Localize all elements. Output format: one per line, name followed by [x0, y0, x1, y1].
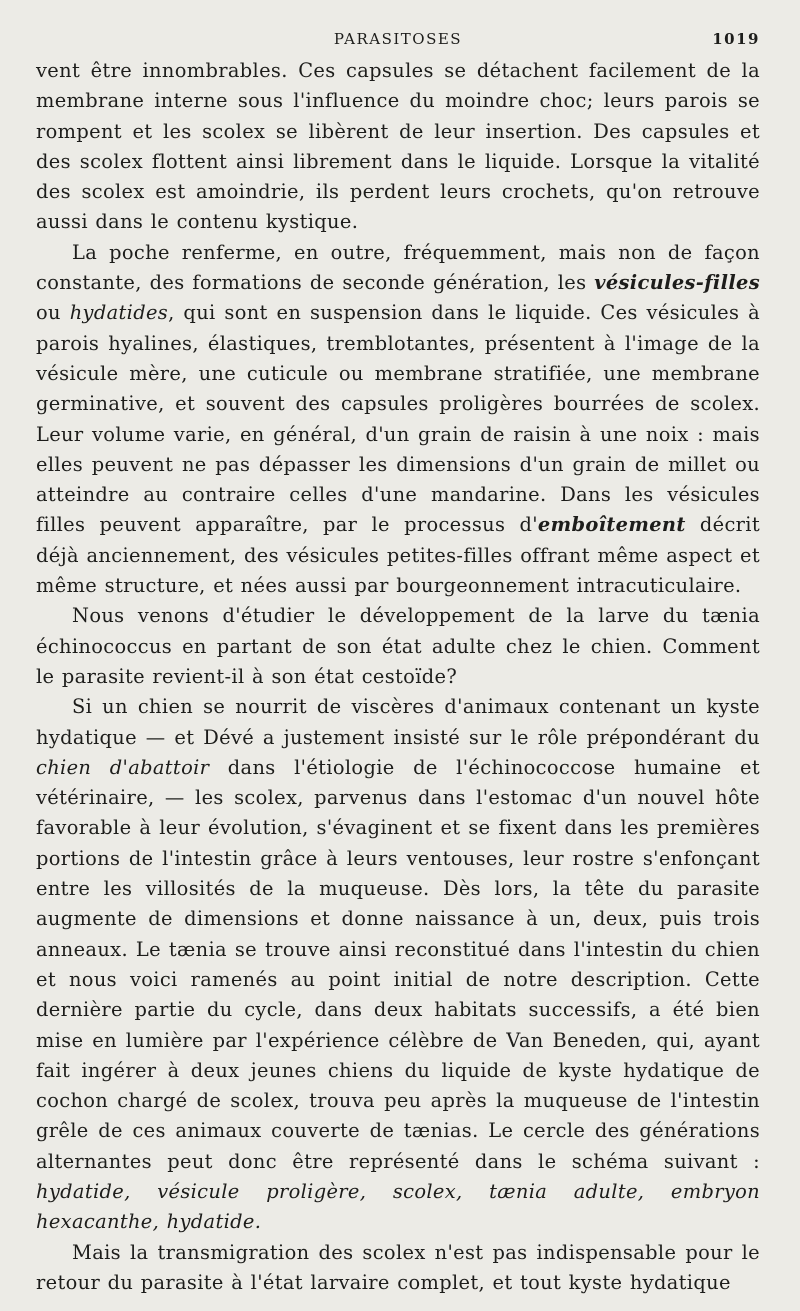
text-run: dans l'étiologie de l'échinococcose humaine et vétérinaire, — les scolex, parvenus dans l'estomac d'un nouvel hôte favorable à leur évolution, s'évaginent et se fixent dans les premières portions de l'intestin grâce à leurs ventouses, leur rostre s'enfonçant entre les villosités de la muqueuse. Dès lors, la tête du parasite augmente de dimensions et donne naissance à un, deux, puis trois anneaux. Le tænia se trouve ainsi reconstitué dans l'intestin du chien et nous voici ramenés au point initial de notre description. Cette dernière partie du cycle, dans deux habitats successifs, a été bien mise en lumière par l'expérience célèbre de Van Beneden, qui, ayant fait ingérer à deux jeunes chiens du liquide de kyste hydatique de cochon chargé de scolex, trouva peu après la muqueuse de l'intestin grêle de ces animaux couverte de tænias. Le cercle des générations alternantes peut donc être représenté dans le schéma suivant :: [36, 755, 760, 1173]
text-run: vent être innombrables. Ces capsules se détachent facilement de la membrane interne sous l'influence du moindre choc; leurs parois se rompent et les scolex se libèrent de leur insertion. Des capsules et des scolex flottent ainsi librement dans le liquide. Lorsque la vitalité des scolex est amoindrie, ils perdent leurs crochets, qu'on retrouve aussi dans le contenu kystique.: [36, 59, 760, 234]
paragraph-4: [36, 692, 760, 1237]
emphasis-cycle-schema: hydatide, vésicule proligère, scolex, tænia adulte, embryon hexacanthe, hydatide.: [36, 1179, 760, 1234]
text-run: Si un chien se nourrit de viscères d'animaux contenant un kyste hydatique — et Dévé a justement insisté sur le rôle prépondérant du: [36, 695, 760, 749]
page-number: 1019: [712, 30, 760, 48]
text-run: ou: [36, 301, 70, 325]
emphasis-emboitement: emboîtement: [537, 513, 686, 537]
paragraph-5: [36, 1238, 760, 1299]
emphasis-chien-abattoir: chien d'abattoir: [36, 755, 210, 779]
emphasis-vesicules-filles: vésicules-filles: [594, 271, 760, 295]
paragraph-2: [36, 238, 760, 602]
text-run: Nous venons d'étudier le développement de la larve du tænia échinococcus en partant de son état adulte chez le chien. Comment le parasite revient-il à son état cestoïde?: [36, 604, 760, 688]
text-run: La poche renferme, en outre, fréquemment, mais non de façon constante, des formations de seconde génération, les: [36, 240, 760, 295]
text-run: , qui sont en suspension dans le liquide. Ces vésicules à parois hyalines, élastiques, tremblotantes, présentent à l'image de la vésicule mère, une cuticule ou membrane stratifiée, une membrane germinative, et souvent des capsules proligères bourrées de scolex. Leur volume varie, en général, d'un grain de raisin à une noix : mais elles peuvent ne pas dépasser les dimensions d'un grain de millet ou atteindre au contraire celles d'une mandarine. Dans les vésicules filles peuvent apparaître, par le processus d': [36, 301, 760, 537]
text-run: décrit déjà anciennement, des vésicules petites-filles offrant même aspect et même structure, et nées aussi par bourgeonnement intracuticulaire.: [36, 513, 760, 598]
paragraph-3: [36, 601, 760, 692]
paragraph-1: [36, 56, 760, 238]
emphasis-hydatides: hydatides: [69, 301, 169, 325]
running-title: PARASITOSES: [333, 30, 463, 48]
running-header: [36, 30, 760, 56]
text-run: Mais la transmigration des scolex n'est pas indispensable pour le retour du parasite à l'état larvaire complet, et tout kyste hydatique: [36, 1240, 760, 1294]
body-text: [36, 56, 760, 1298]
